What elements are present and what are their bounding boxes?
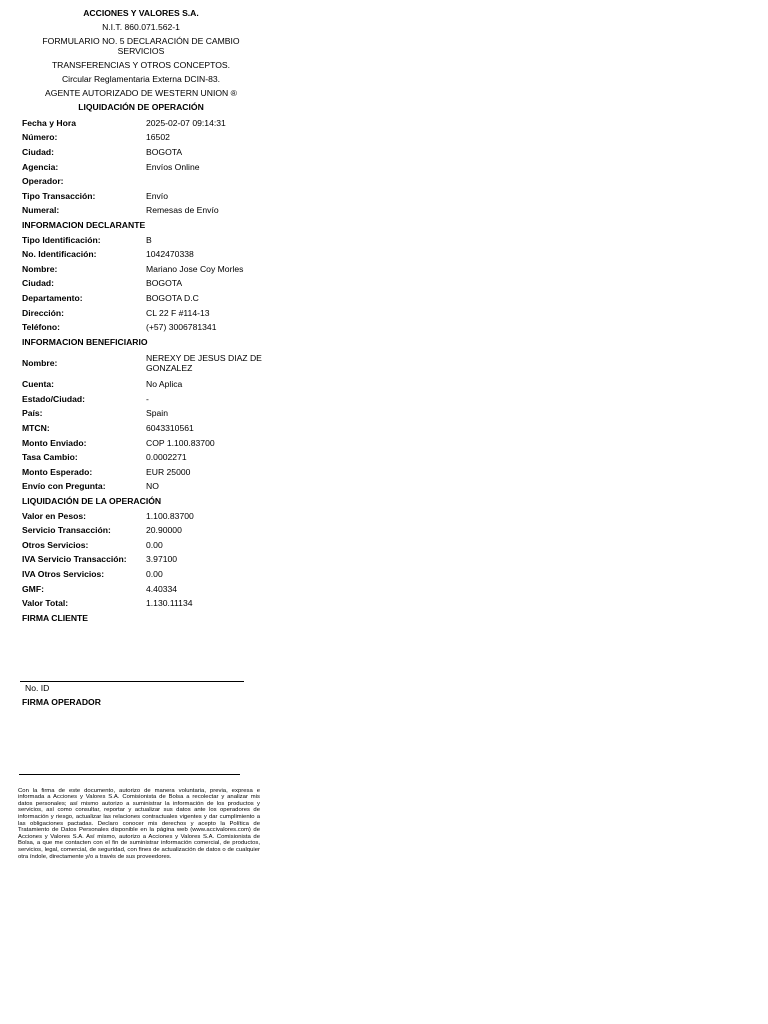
field-value: 0.0002271 [146, 452, 187, 463]
field-row [18, 174, 264, 189]
field-label: No. Identificación: [22, 249, 97, 260]
field-row [18, 145, 264, 160]
client-id-label: No. ID [25, 683, 50, 694]
field-value: 1.100.83700 [146, 510, 194, 521]
field-label: Tipo Transacción: [22, 190, 96, 201]
field-label: Tipo Identificación: [22, 234, 101, 245]
field-label: Agencia: [22, 161, 59, 172]
field-value: (+57) 3006781341 [146, 322, 217, 333]
field-value: 3.97100 [146, 554, 178, 565]
field-row [18, 305, 264, 320]
field-value: BOGOTA D.C [146, 292, 199, 303]
field-value: Spain [146, 408, 168, 419]
field-row [18, 552, 264, 567]
field-row [18, 567, 264, 582]
field-label: Ciudad: [22, 278, 54, 289]
field-value: 4.40334 [146, 583, 178, 594]
field-row [18, 436, 264, 451]
declarant-section-title: INFORMACION DECLARANTE [22, 219, 146, 230]
field-row [18, 581, 264, 596]
field-label: IVA Otros Servicios: [22, 569, 105, 580]
field-label: Cuenta: [22, 379, 54, 390]
field-value: EUR 25000 [146, 466, 191, 477]
field-value: NEREXY DE JESUS DIAZ DE GONZALEZ [146, 352, 262, 374]
field-label: Fecha y Hora [22, 117, 76, 128]
field-value: CL 22 F #114-13 [146, 307, 210, 318]
field-value: NO [146, 481, 159, 492]
field-value: 6043310561 [146, 423, 194, 434]
field-row [18, 276, 264, 291]
field-label: Dirección: [22, 307, 65, 318]
field-row [18, 116, 264, 131]
field-row [18, 262, 264, 277]
field-row [18, 596, 264, 611]
form-title: FORMULARIO NO. 5 DECLARACIÓN DE CAMBIO SERVICIOS [42, 35, 240, 57]
field-label: Ciudad: [22, 146, 54, 157]
field-label: GMF: [22, 583, 44, 594]
circular-line: Circular Reglamentaria Externa DCIN-83. [61, 73, 221, 84]
field-row [18, 232, 264, 247]
field-label: Departamento: [22, 292, 83, 303]
field-label: Teléfono: [22, 322, 61, 333]
field-value: 16502 [146, 132, 170, 143]
field-label: IVA Servicio Transacción: [22, 554, 127, 565]
operator-signature-label: FIRMA OPERADOR [22, 697, 101, 708]
field-label: Envío con Pregunta: [22, 481, 106, 492]
field-label: Otros Servicios: [22, 539, 89, 550]
field-value: - [146, 393, 149, 404]
client-signature-label: FIRMA CLIENTE [22, 612, 89, 623]
field-row [18, 465, 264, 480]
field-row [18, 203, 264, 218]
beneficiary-section-title: INFORMACION BENEFICIARIO [22, 336, 148, 347]
field-row [18, 349, 264, 377]
company-nit: N.I.T. 860.071.562-1 [102, 21, 180, 32]
field-row [18, 130, 264, 145]
field-value: Mariano Jose Coy Morles [146, 263, 244, 274]
field-label: Numeral: [22, 205, 60, 216]
operator-signature-line [19, 774, 240, 775]
liquidation-title: LIQUIDACIÓN DE OPERACIÓN [78, 101, 204, 112]
field-value: BOGOTA [146, 146, 183, 157]
concepts-line: TRANSFERENCIAS Y OTROS CONCEPTOS. [51, 60, 231, 71]
liquidation-section [18, 509, 264, 611]
client-signature-area [18, 625, 264, 681]
field-row [18, 320, 264, 335]
field-value: BOGOTA [146, 278, 183, 289]
general-section [18, 116, 264, 218]
field-label: Nombre: [22, 358, 58, 368]
field-value: 1042470338 [146, 249, 194, 260]
field-label: Valor Total: [22, 598, 69, 609]
field-value: B [146, 234, 152, 245]
beneficiary-section [18, 349, 264, 494]
field-row [18, 509, 264, 524]
receipt [18, 8, 264, 860]
field-label: Estado/Ciudad: [22, 393, 86, 404]
field-label: Monto Enviado: [22, 437, 87, 448]
field-value: 0.00 [146, 539, 163, 550]
field-value: 20.90000 [146, 525, 182, 536]
field-row [18, 247, 264, 262]
company-name: ACCIONES Y VALORES S.A. [83, 8, 199, 18]
field-value: Envíos Online [146, 161, 200, 172]
field-row [18, 159, 264, 174]
field-label: Monto Esperado: [22, 466, 93, 477]
field-row [18, 421, 264, 436]
field-value: COP 1.100.83700 [146, 437, 215, 448]
field-row [18, 291, 264, 306]
client-signature-line [20, 681, 244, 682]
field-value: 2025-02-07 09:14:31 [146, 117, 226, 128]
field-label: País: [22, 408, 43, 419]
field-row [18, 392, 264, 407]
field-row [18, 189, 264, 204]
field-row [18, 479, 264, 494]
agent-line: AGENTE AUTORIZADO DE WESTERN UNION ® [45, 87, 237, 98]
liquidation-section-title: LIQUIDACIÓN DE LA OPERACIÓN [22, 496, 162, 507]
field-value: 1.130.11134 [146, 598, 193, 609]
field-value: Envío [146, 190, 168, 201]
field-row [18, 377, 264, 392]
field-label: Valor en Pesos: [22, 510, 87, 521]
field-label: Número: [22, 132, 58, 143]
field-value: Remesas de Envío [146, 205, 219, 216]
field-value: 0.00 [146, 569, 163, 580]
field-row [18, 523, 264, 538]
field-value: No Aplica [146, 379, 183, 390]
field-label: MTCN: [22, 423, 50, 434]
field-label: Servicio Transacción: [22, 525, 111, 536]
field-label: Tasa Cambio: [22, 452, 78, 463]
operator-signature-area [18, 708, 264, 774]
field-row [18, 450, 264, 465]
field-row [18, 406, 264, 421]
field-row [18, 538, 264, 553]
field-label: Nombre: [22, 263, 58, 274]
field-label: Operador: [22, 176, 64, 187]
legal-disclaimer: Con la firma de este documento, autorizo de manera voluntaria, previa, expresa e informada a Acciones y Valores S.A. Comisionista de Bolsa a recolectar y analizar mis datos personales; así mismo autorizo a suministrar la información de los productos y servicios, así como consultar, reportar y actualizar sus datos ante los operadores de información y riesgo, actualizar las relaciones contractuales vigentes y dar cumplimiento a las obligaciones pactadas. Declaro conocer mis derechos y acepto la Política de Tratamiento de Datos Personales disponible en la página web (www.accivalores.com) de Acciones y Valores S.A. Así mismo, autorizo a Acciones y Valores S.A. Comisionista de Bolsa, a que me contacten con el fin de suministrar información comercial, de productos, servicios, legal, comercial, de seguridad, con fines de actualización de datos o de cualquier otra índole, directamente y/o a través de sus proveedores. [18, 787, 260, 860]
declarant-section [18, 232, 264, 334]
